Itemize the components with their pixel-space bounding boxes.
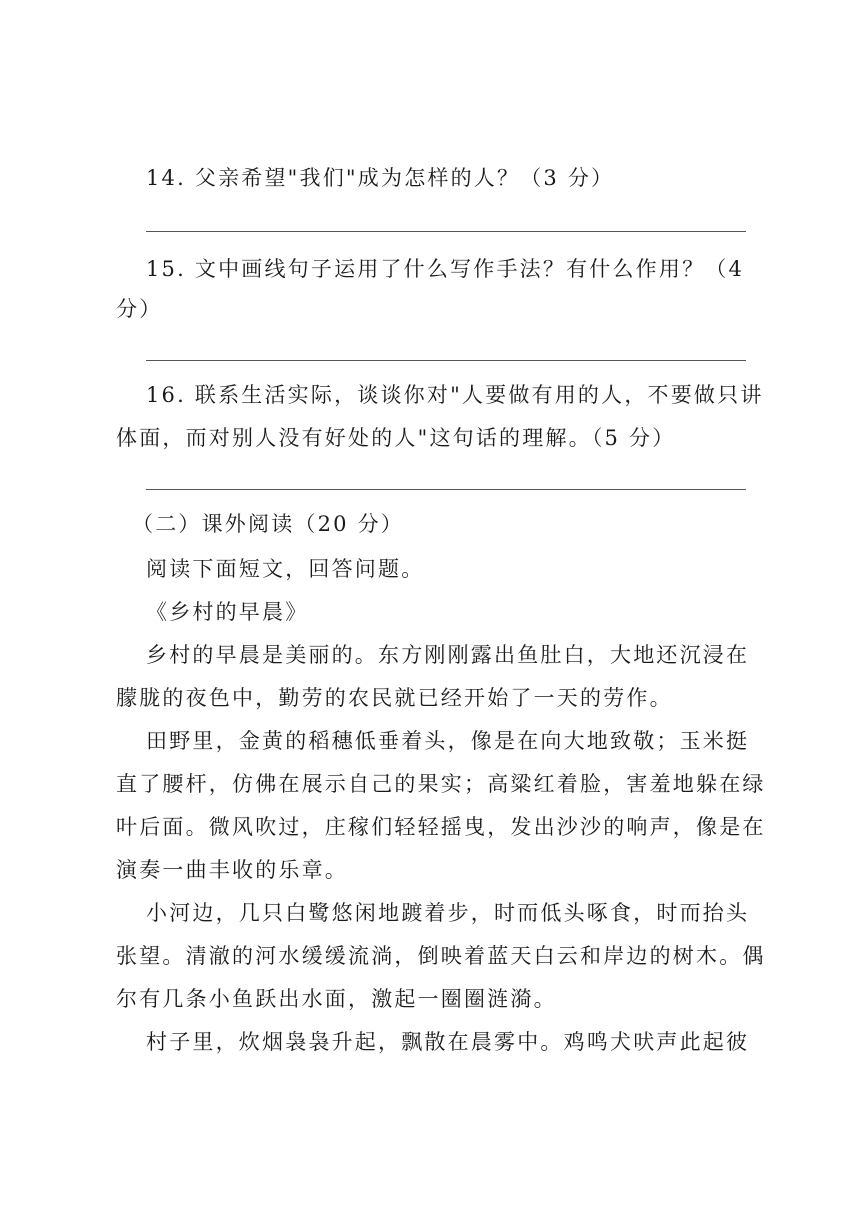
question-15: 15. 文中画线句子运用了什么写作手法？有什么作用？（4 bbox=[146, 257, 745, 281]
question-16: 16. 联系生活实际，谈谈你对"人要做有用的人，不要做只讲 bbox=[146, 383, 764, 407]
question-14: 14. 父亲希望"我们"成为怎样的人？（3 分） bbox=[146, 166, 615, 190]
question-16-continuation: 体面，而对别人没有好处的人"这句话的理解。（5 分） bbox=[116, 426, 676, 450]
answer-line-16[interactable] bbox=[146, 489, 746, 490]
paragraph-2-line-4: 演奏一曲丰收的乐章。 bbox=[116, 858, 348, 882]
paragraph-2-line-1: 田野里，金黄的稻穗低垂着头，像是在向大地致敬；玉米挺 bbox=[146, 729, 750, 753]
paragraph-1-line-2: 朦胧的夜色中，勤劳的农民就已经开始了一天的劳作。 bbox=[116, 686, 673, 710]
paragraph-1-line-1: 乡村的早晨是美丽的。东方刚刚露出鱼肚白，大地还沉浸在 bbox=[146, 643, 750, 667]
paragraph-3-line-2: 张望。清澈的河水缓缓流淌，倒映着蓝天白云和岸边的树木。偶 bbox=[116, 944, 766, 968]
passage-title: 《乡村的早晨》 bbox=[146, 600, 309, 624]
paragraph-2-line-3: 叶后面。微风吹过，庄稼们轻轻摇曳，发出沙沙的响声，像是在 bbox=[116, 815, 766, 839]
paragraph-4-line-1: 村子里，炊烟袅袅升起，飘散在晨雾中。鸡鸣犬吠声此起彼 bbox=[146, 1030, 750, 1054]
answer-line-14[interactable] bbox=[146, 231, 746, 232]
section-heading: （二）课外阅读（20 分） bbox=[132, 512, 404, 536]
question-15-continuation: 分） bbox=[116, 297, 163, 321]
paragraph-3-line-1: 小河边，几只白鹭悠闲地踱着步，时而低头啄食，时而抬头 bbox=[146, 901, 750, 925]
answer-line-15[interactable] bbox=[146, 360, 746, 361]
paragraph-2-line-2: 直了腰杆，仿佛在展示自己的果实；高粱红着脸，害羞地躲在绿 bbox=[116, 772, 766, 796]
paragraph-3-line-3: 尔有几条小鱼跃出水面，激起一圈圈涟漪。 bbox=[116, 987, 557, 1011]
instruction: 阅读下面短文，回答问题。 bbox=[146, 557, 425, 581]
